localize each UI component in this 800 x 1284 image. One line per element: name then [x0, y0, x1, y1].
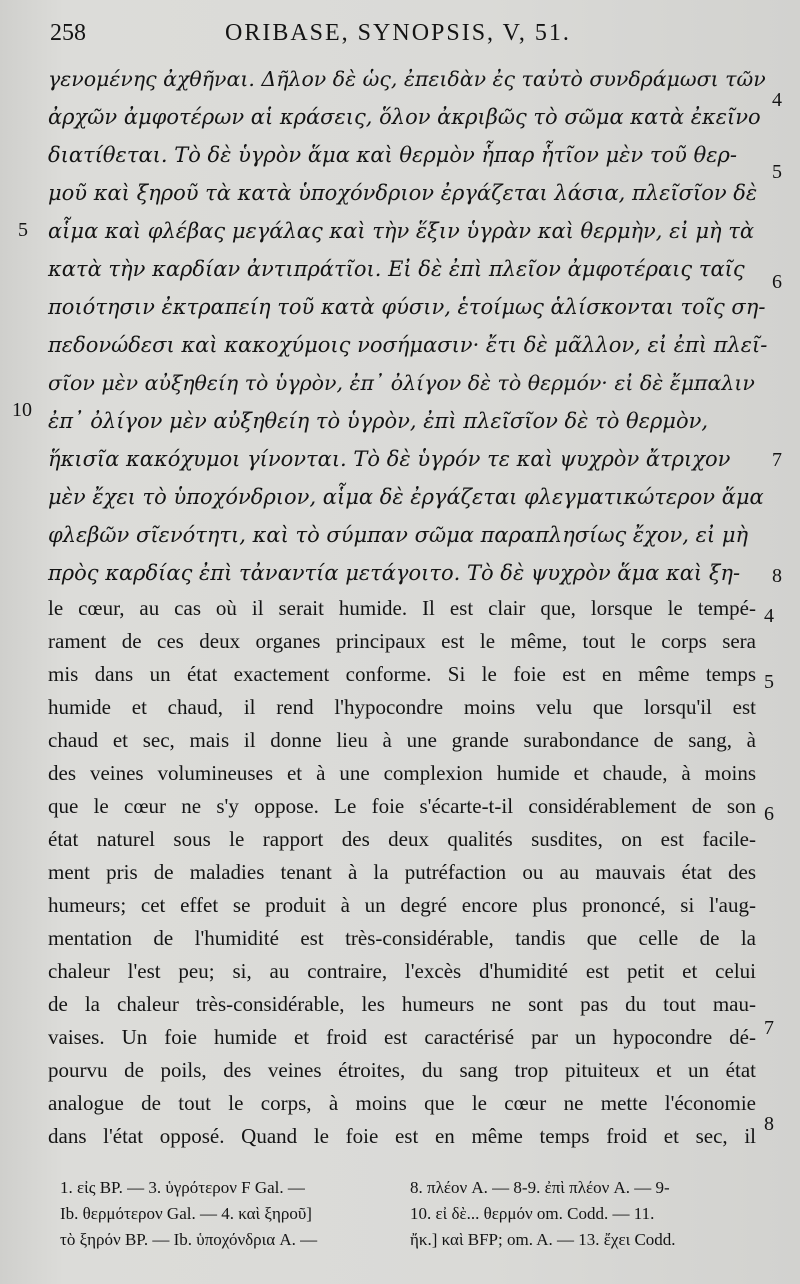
note-line: 1. εἰς BP. — 3. ὑγρότερον F Gal. — — [60, 1178, 305, 1197]
french-line: rament de ces deux organes principaux est le même, tout le corps sera — [48, 629, 756, 653]
greek-line: γενομένης ἀχθῆναι. Δῆλον δὲ ὡς, ἐπειδὰν ἐς ταὐτὸ συνδράμωσι τῶν — [48, 67, 766, 91]
greek-line: πρὸς καρδίας ἐπὶ τἀναντία μετάγοιτο. Τὸ δὲ ψυχρὸν ἅμα καὶ ξη- — [48, 561, 741, 585]
greek-line: ἥκισῖα κακόχυμοι γίνονται. Τὸ δὲ ὑγρόν τε καὶ ψυχρὸν ἄτριχον — [48, 447, 731, 471]
french-line: ment pris de maladies tenant à la putréfaction ou au mauvais état des — [48, 860, 756, 884]
french-line: analogue de tout le corps, à moins que le cœur ne mette l'économie — [48, 1091, 756, 1115]
line-number: 10 — [12, 399, 32, 421]
margin-ref: 7 — [772, 449, 782, 471]
french-line: chaud et sec, mais il donne lieu à une grande surabondance de sang, à — [48, 728, 756, 752]
page-header — [50, 18, 730, 52]
margin-ref: 6 — [764, 803, 774, 825]
french-line: vaises. Un foie humide et froid est caractérisé par un hypocondre dé- — [48, 1025, 756, 1049]
margin-ref: 4 — [772, 89, 782, 111]
french-line: des veines volumineuses et à une complexion humide et chaude, à moins — [48, 761, 756, 785]
margin-ref: 6 — [772, 271, 782, 293]
running-title: ORIBASE, SYNOPSIS, V, 51. — [225, 20, 571, 46]
french-line: humeurs; cet effet se produit à un degré encore plus prononcé, si l'aug- — [48, 893, 756, 917]
greek-line: πεδονώδεσι καὶ κακοχύμοις νοσήμασιν· ἔτι δὲ μᾶλλον, εἰ ἐπὶ πλεῖ- — [48, 333, 768, 357]
greek-line: ἀρχῶν ἀμφοτέρων αἱ κράσεις, ὅλον ἀκριβῶς τὸ σῶμα κατὰ ἐκεῖνο — [48, 105, 761, 129]
page-number: 258 — [50, 20, 86, 46]
french-line: chaleur l'est peu; si, au contraire, l'excès d'humidité est petit et celui — [48, 959, 756, 983]
margin-ref: 5 — [772, 161, 782, 183]
greek-line: φλεβῶν σῖενότητι, καὶ τὸ σύμπαν σῶμα παραπλησίως ἔχον, εἰ μὴ — [48, 523, 749, 547]
greek-line: μοῦ καὶ ξηροῦ τὰ κατὰ ὑποχόνδριον ἐργάζεται λάσια, πλεῖσῖον δὲ — [48, 181, 758, 205]
greek-line: σῖον μὲν αὐξηθείη τὸ ὑγρὸν, ἐπ᾽ ὀλίγον δὲ τὸ θερμόν· εἰ δὲ ἔμπαλιν — [48, 371, 755, 395]
greek-line: ποιότησιν ἐκτραπείη τοῦ κατὰ φύσιν, ἑτοίμως ἁλίσκονται τοῖς ση- — [48, 295, 766, 319]
greek-line: μὲν ἔχει τὸ ὑποχόνδριον, αἷμα δὲ ἐργάζεται φλεγματικώτερον ἅμα — [48, 485, 764, 509]
note-line: 10. εἰ δὲ... θερμόν om. Codd. — 11. — [410, 1204, 655, 1223]
notes-left-column — [60, 1175, 390, 1253]
note-line: τὸ ξηρόν BP. — Ib. ὑποχόνδρια A. — — [60, 1230, 318, 1249]
french-line: de la chaleur très-considérable, les humeurs ne sont pas du tout mau- — [48, 992, 756, 1016]
french-line: pourvu de poils, des veines étroites, du sang trop pituiteux et un état — [48, 1058, 756, 1082]
notes-right-column — [410, 1175, 755, 1253]
note-line: ἤκ.] καὶ BFP; om. A. — 13. ἔχει Codd. — [410, 1230, 676, 1249]
note-line: Ib. θερμότερον Gal. — 4. καὶ ξηροῦ] — [60, 1204, 312, 1223]
margin-ref: 4 — [764, 605, 774, 627]
margin-ref: 7 — [764, 1017, 774, 1039]
margin-ref: 8 — [764, 1113, 774, 1135]
critical-apparatus — [60, 1175, 760, 1265]
french-line: dans l'état opposé. Quand le foie est en même temps froid et sec, il — [48, 1124, 756, 1148]
greek-line: διατίθεται. Τὸ δὲ ὑγρὸν ἅμα καὶ θερμὸν ἧπαρ ἧτῖον μὲν τοῦ θερ- — [48, 143, 737, 167]
greek-line: κατὰ τὴν καρδίαν ἀντιπράτῖοι. Εἰ δὲ ἐπὶ πλεῖον ἀμφοτέραις ταῖς — [48, 257, 745, 281]
french-line: humide et chaud, il rend l'hypocondre moins velu que lorsqu'il est — [48, 695, 756, 719]
french-line: mentation de l'humidité est très-considérable, tandis que celle de la — [48, 926, 756, 950]
greek-line: ἐπ᾽ ὀλίγον μὲν αὐξηθείη τὸ ὑγρὸν, ἐπὶ πλεῖσῖον δὲ τὸ θερμὸν, — [48, 409, 709, 433]
margin-ref: 5 — [764, 671, 774, 693]
french-line: mis dans un état exactement conforme. Si le foie est en même temps — [48, 662, 756, 686]
line-number: 5 — [18, 219, 28, 241]
margin-ref: 8 — [772, 565, 782, 587]
french-line: état naturel sous le rapport des deux qualités susdites, on est facile- — [48, 827, 756, 851]
french-line: le cœur, au cas où il serait humide. Il est clair que, lorsque le tempé- — [48, 596, 756, 620]
note-line: 8. πλέον A. — 8-9. ἐπὶ πλέον A. — 9- — [410, 1178, 670, 1197]
greek-line: αἷμα καὶ φλέβας μεγάλας καὶ τὴν ἕξιν ὑγρὰν καὶ θερμὴν, εἰ μὴ τὰ — [48, 219, 755, 243]
french-line: que le cœur ne s'y oppose. Le foie s'écarte-t-il considérablement de son — [48, 794, 756, 818]
